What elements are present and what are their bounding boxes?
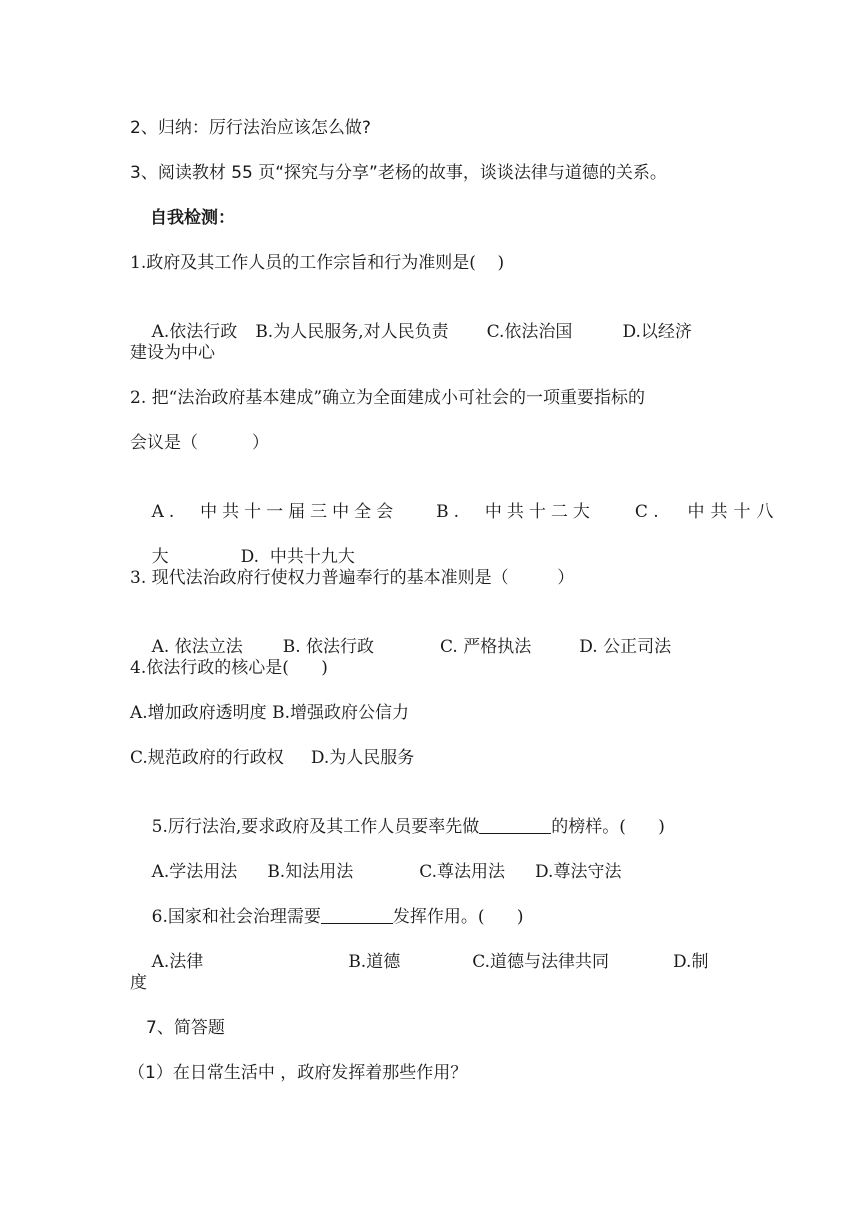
- review-question-2: 2、归纳：厉行法治应该怎么做?: [130, 118, 371, 138]
- question-2-option-a: A. 中共十一届三中全会: [151, 502, 399, 522]
- question-5-stem-start: 5.厉行法治,要求政府及其工作人员要率先做: [151, 817, 480, 837]
- question-1-option-b: B.为人民服务,对人民负责: [255, 322, 449, 342]
- question-3-stem: 3. 现代法治政府行使权力普遍奉行的基本准则是（ ）: [130, 568, 575, 588]
- question-2-option-d: D. 中共十九大: [240, 547, 355, 567]
- question-5-option-c: C.尊法用法: [419, 862, 506, 882]
- question-1-stem: 1.政府及其工作人员的工作宗旨和行为准则是( ): [130, 253, 505, 273]
- question-2-option-c: C. 中共十八: [634, 502, 780, 522]
- question-3-option-d: D. 公正司法: [579, 637, 672, 657]
- question-6-option-d: D.制: [673, 952, 709, 972]
- question-5-option-b: B.知法用法: [267, 862, 354, 882]
- question-1-option-a: A.依法行政: [151, 322, 238, 342]
- question-3-option-b: B. 依法行政: [282, 637, 375, 657]
- question-6-stem-end: 发挥作用。( ): [392, 907, 524, 927]
- question-5-option-a: A.学法用法: [151, 862, 238, 882]
- question-3-option-c: C. 严格执法: [440, 637, 532, 657]
- question-1-option-d-cont: 建设为中心: [130, 343, 215, 363]
- short-answer-heading: 7、简答题: [146, 1018, 225, 1038]
- review-question-3: 3、阅读教材 55 页“探究与分享”老杨的故事，谈谈法律与道德的关系。: [130, 163, 667, 183]
- question-1-option-c: C.依法治国: [486, 322, 573, 342]
- question-2-option-c-cont: 大: [151, 547, 169, 567]
- question-6-option-a: A.法律: [151, 952, 204, 972]
- question-4-options-line-2: C.规范政府的行政权 D.为人民服务: [130, 748, 415, 768]
- question-1-option-d: D.以经济: [622, 322, 692, 342]
- short-answer-sub-1: （1）在日常生活中 ，政府发挥着那些作用？: [128, 1063, 468, 1083]
- question-5-option-d: D.尊法守法: [535, 862, 622, 882]
- question-4-stem: 4.依法行政的核心是( ): [130, 658, 328, 678]
- question-6-answer-blank: [321, 905, 393, 924]
- question-6-options: [130, 926, 708, 998]
- question-3-option-a: A. 依法立法: [151, 637, 243, 657]
- question-4-options-line-1: A.增加政府透明度 B.增强政府公信力: [130, 703, 409, 723]
- question-5-stem-end: 的榜样。( ): [551, 817, 665, 837]
- question-2-stem-cont: 会议是（ ）: [130, 433, 270, 453]
- question-2-stem: 2. 把“法治政府基本建成”确立为全面建成小可社会的一项重要指标的: [130, 388, 646, 408]
- question-6-option-b: B.道德: [348, 952, 401, 972]
- question-6-option-c: C.道德与法律共同: [472, 952, 610, 972]
- self-check-heading: 自我检测：: [150, 208, 235, 228]
- question-5-answer-blank: [479, 815, 551, 834]
- question-6-option-d-cont: 度: [130, 973, 147, 993]
- question-2-option-b: B. 中共十二大: [436, 502, 595, 522]
- question-6-stem-start: 6.国家和社会治理需要: [151, 907, 321, 927]
